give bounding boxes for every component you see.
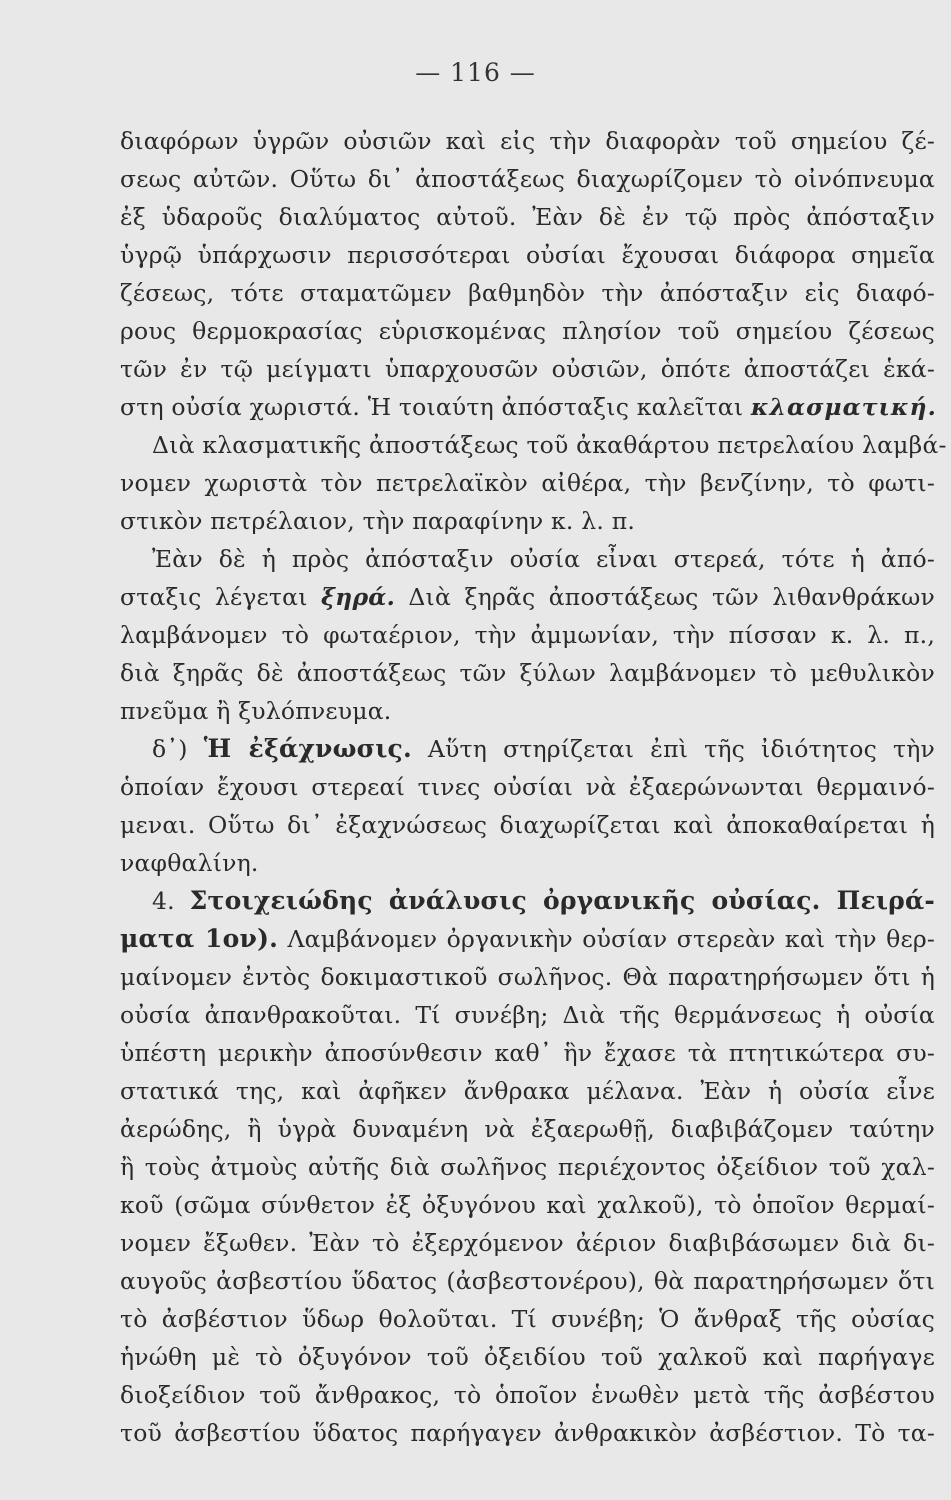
- section-title: Στοιχειώδης ἀνάλυσις ὀργανικῆς οὐσίας. Πειρά-: [189, 886, 935, 915]
- text-line: μεναι. Οὕτω δι᾿ ἐξαχνώσεως διαχωρίζεται καὶ ἀποκαθαίρεται ἡ: [120, 811, 935, 839]
- text-line: σεως αὐτῶν. Οὕτω δι᾿ ἀποστάξεως διαχωρίζομεν τὸ οἰνόπνευμα: [120, 165, 935, 193]
- text-line: μαίνομεν ἐντὸς δοκιμαστικοῦ σωλῆνος. Θὰ παρατηρήσωμεν ὅτι ἡ: [120, 963, 935, 991]
- section-heading-line: [120, 882, 935, 920]
- text-line: ὑγρῷ ὑπάρχωσιν περισσότεραι οὐσίαι ἔχουσαι διάφορα σημεῖα: [120, 241, 935, 269]
- text-line: στατικά της, καὶ ἀφῆκεν ἄνθρακα μέλανα. Ἐὰν ἡ οὐσία εἶνε: [120, 1077, 935, 1105]
- text-line: Ἐὰν δὲ ἡ πρὸς ἀπόσταξιν οὐσία εἶναι στερεά, τότε ἡ ἀπό-: [152, 545, 935, 573]
- text-line: νομεν ἔξωθεν. Ἐὰν τὸ ἐξερχόμενον ἀέριον διαβιβάσωμεν διὰ δι-: [120, 1229, 935, 1257]
- page-number: — 116 —: [415, 58, 536, 87]
- text-line: ρους θερμοκρασίας εὑρισκομένας πλησίον τοῦ σημείου ζέσεως: [120, 317, 935, 345]
- text-line: πνεῦμα ἢ ξυλόπνευμα.: [120, 697, 392, 725]
- text-line: αυγοῦς ἀσβεστίου ὕδατος (ἀσβεστονέρου), θὰ παρατηρήσωμεν ὅτι: [120, 1267, 935, 1295]
- experiment-label: ματα 1ον).: [120, 924, 279, 953]
- text-segment: Αὕτη στηρίζεται ἐπὶ τῆς ἰδιότητος τὴν: [427, 735, 935, 763]
- text-line: διὰ ξηρᾶς δὲ ἀποστάξεως τῶν ξύλων λαμβάνομεν τὸ μεθυλικὸν: [120, 659, 935, 687]
- section-number: 4.: [152, 887, 175, 915]
- body-text: [120, 122, 947, 1452]
- text-line: τῶν ἐν τῷ μείγματι ὑπαρχουσῶν οὐσιῶν, ὁπότε ἀποστάζει ἑκά-: [120, 355, 935, 383]
- section-label: δ᾿): [152, 735, 188, 763]
- text-segment: Διὰ ξηρᾶς ἀποστάξεως τῶν λιθανθράκων: [408, 583, 936, 611]
- text-line: [120, 920, 935, 958]
- text-line: οὐσία ἀπανθρακοῦται. Τί συνέβη; Διὰ τῆς θερμάνσεως ἡ οὐσία: [120, 1001, 935, 1029]
- text-segment: στη οὐσία χωριστά. Ἡ τοιαύτη ἀπόσταξις καλεῖται: [120, 393, 744, 421]
- text-line: διαφόρων ὑγρῶν οὐσιῶν καὶ εἰς τὴν διαφορὰν τοῦ σημείου ζέ-: [120, 127, 935, 155]
- emphasis-term: κλασματική.: [750, 393, 937, 421]
- text-line: ἐξ ὑδαροῦς διαλύματος αὐτοῦ. Ἐὰν δὲ ἐν τῷ πρὸς ἀπόσταξιν: [120, 203, 935, 231]
- text-segment: Λαμβάνομεν ὀργανικὴν οὐσίαν στερεὰν καὶ τὴν θερ-: [287, 925, 936, 953]
- text-line: ἀερώδης, ἢ ὑγρὰ δυναμένη νὰ ἐξαερωθῇ, διαβιβάζομεν ταύτην: [120, 1115, 935, 1143]
- text-line: [120, 388, 935, 426]
- text-line: Διὰ κλασματικῆς ἀποστάξεως τοῦ ἀκαθάρτου πετρελαίου λαμβά-: [152, 431, 947, 459]
- text-segment: σταξις λέγεται: [120, 583, 308, 611]
- text-line: τὸ ἀσβέστιον ὕδωρ θολοῦται. Τί συνέβη; Ὁ ἄνθραξ τῆς οὐσίας: [120, 1305, 935, 1333]
- text-line: ἢ τοὺς ἀτμοὺς αὐτῆς διὰ σωλῆνος περιέχοντος ὀξείδιον τοῦ χαλ-: [120, 1153, 935, 1181]
- text-line: ζέσεως, τότε σταματῶμεν βαθμηδὸν τὴν ἀπόσταξιν εἰς διαφό-: [120, 279, 935, 307]
- emphasis-term: ξηρά.: [321, 583, 395, 611]
- section-title: Ἡ ἐξάχνωσις.: [203, 734, 412, 763]
- text-line: τοῦ ἀσβεστίου ὕδατος παρήγαγεν ἀνθρακικὸν ἀσβέστιον. Τὸ τα-: [120, 1419, 935, 1447]
- text-line: στικὸν πετρέλαιον, τὴν παραφίνην κ. λ. π.: [120, 507, 636, 535]
- text-line: νομεν χωριστὰ τὸν πετρελαϊκὸν αἰθέρα, τὴν βενζίνην, τὸ φωτι-: [120, 469, 935, 497]
- text-line: ὁποίαν ἔχουσι στερεαί τινες οὐσίαι νὰ ἐξαερώνωνται θερμαινό-: [120, 773, 935, 801]
- text-line: [120, 578, 935, 616]
- text-line: ὑπέστη μερικὴν ἀποσύνθεσιν καθ᾿ ἣν ἔχασε τὰ πτητικώτερα συ-: [120, 1039, 935, 1067]
- text-line: κοῦ (σῶμα σύνθετον ἐξ ὀξυγόνου καὶ χαλκοῦ), τὸ ὁποῖον θερμαί-: [120, 1191, 935, 1219]
- section-heading-line: [120, 730, 935, 768]
- text-line: ναφθαλίνη.: [120, 849, 259, 877]
- text-line: διοξείδιον τοῦ ἄνθρακος, τὸ ὁποῖον ἑνωθὲν μετὰ τῆς ἀσβέστου: [120, 1381, 935, 1409]
- text-line: λαμβάνομεν τὸ φωταέριον, τὴν ἀμμωνίαν, τὴν πίσσαν κ. λ. π.,: [120, 621, 935, 649]
- text-line: ἡνώθη μὲ τὸ ὀξυγόνον τοῦ ὀξειδίου τοῦ χαλκοῦ καὶ παρήγαγε: [120, 1343, 935, 1371]
